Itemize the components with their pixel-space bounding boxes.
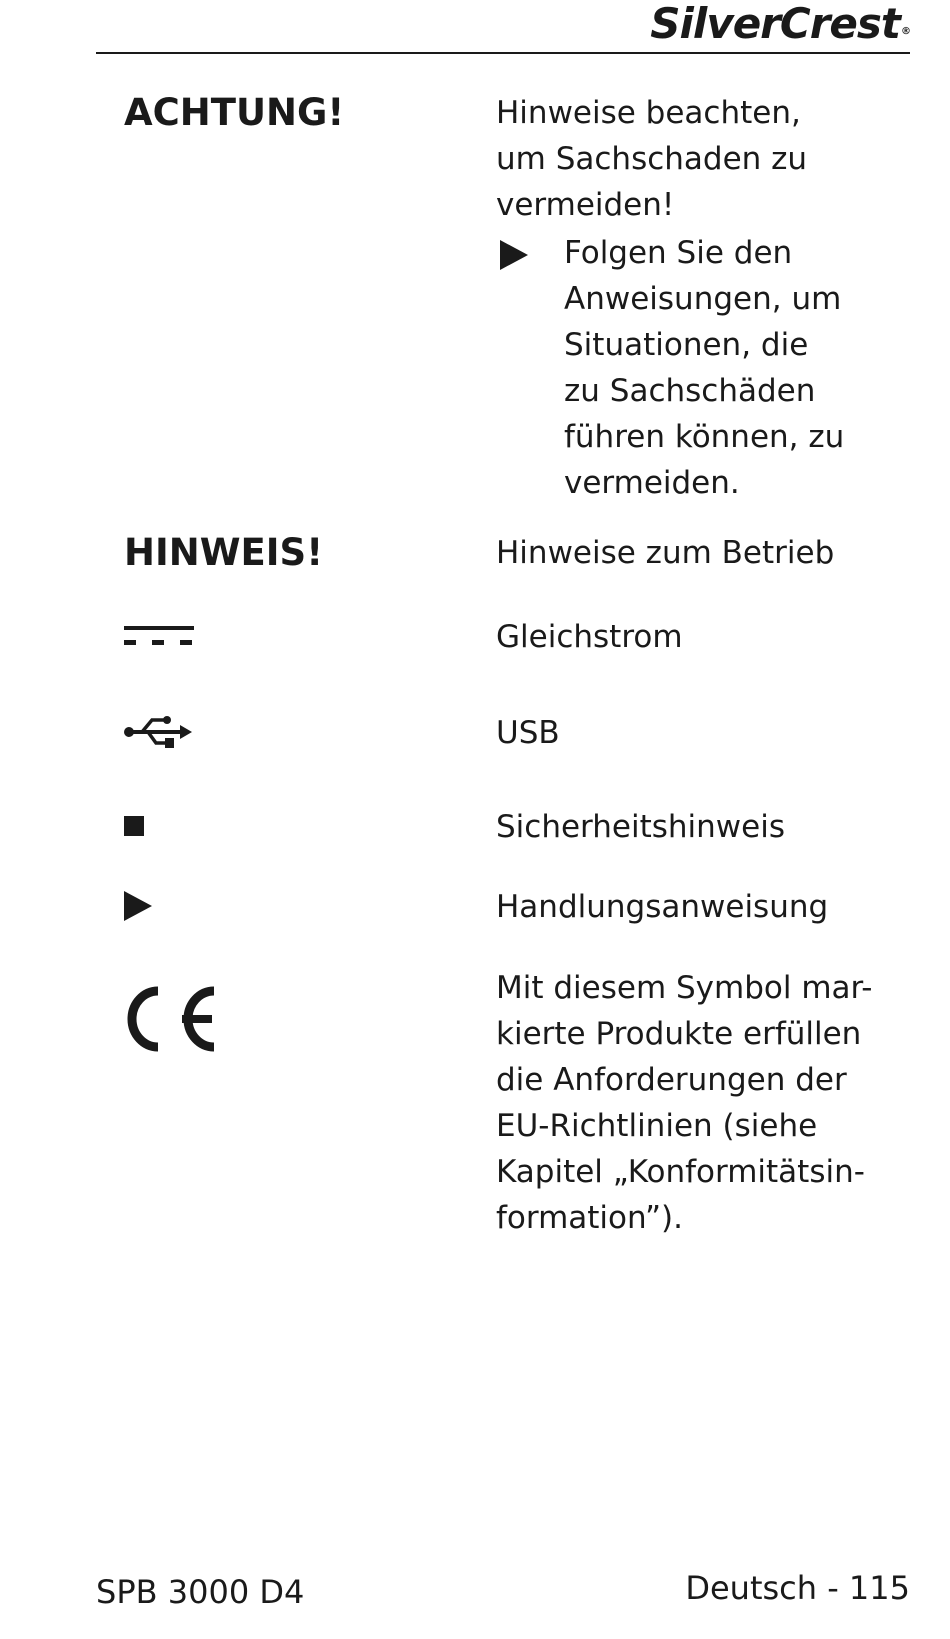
direct-current-text: Gleichstrom <box>496 619 683 655</box>
triangle-arrow-icon <box>124 891 152 921</box>
square-bullet-icon <box>124 816 146 838</box>
row-direct-current <box>124 614 910 664</box>
desc-line: Mit diesem Symbol mar- <box>496 970 873 1006</box>
safety-note-text: Sicherheitshinweis <box>496 809 785 845</box>
instruction-bullet <box>496 230 896 506</box>
bullet-line: Anweisungen, um <box>564 281 842 317</box>
model-number: SPB 3000 D4 <box>96 1573 305 1611</box>
brand-logo <box>650 2 910 46</box>
bullet-line: führen können, zu <box>564 419 845 455</box>
desc-line: die Anforderungen der <box>496 1062 847 1098</box>
row-usb <box>124 710 910 760</box>
usb-icon <box>124 712 194 752</box>
row-hinweis <box>124 530 910 580</box>
row-ce-mark <box>124 965 910 1245</box>
ce-mark-icon <box>124 985 220 1053</box>
achtung-label: ACHTUNG! <box>124 91 345 134</box>
usb-text: USB <box>496 715 560 751</box>
registered-mark: ® <box>901 26 910 37</box>
brand-name: SilverCrest <box>650 0 900 48</box>
row-instruction <box>124 884 910 934</box>
direct-current-icon <box>124 626 196 648</box>
row-achtung <box>124 90 910 510</box>
achtung-description <box>496 90 896 506</box>
desc-line: um Sachschaden zu <box>496 141 808 177</box>
desc-line: Hinweise beachten, <box>496 95 801 131</box>
instruction-text: Handlungsanweisung <box>496 889 829 925</box>
desc-line: formation”). <box>496 1200 683 1236</box>
desc-line: EU-Richtlinien (siehe <box>496 1108 818 1144</box>
bullet-line: Situationen, die <box>564 327 809 363</box>
page-number: Deutsch - 115 <box>685 1569 910 1607</box>
bullet-line: Folgen Sie den <box>564 235 793 271</box>
triangle-arrow-icon <box>500 240 528 270</box>
page-header <box>96 0 910 54</box>
row-safety-note <box>124 804 910 854</box>
desc-line: Kapitel „Konformitätsin- <box>496 1154 865 1190</box>
bullet-line: vermeiden. <box>564 465 740 501</box>
hinweis-label: HINWEIS! <box>124 531 324 574</box>
bullet-line: zu Sachschäden <box>564 373 816 409</box>
desc-line: vermeiden! <box>496 187 675 223</box>
hinweis-description: Hinweise zum Betrieb <box>496 535 835 571</box>
desc-line: kierte Produkte erfüllen <box>496 1016 862 1052</box>
ce-mark-description <box>496 965 896 1241</box>
